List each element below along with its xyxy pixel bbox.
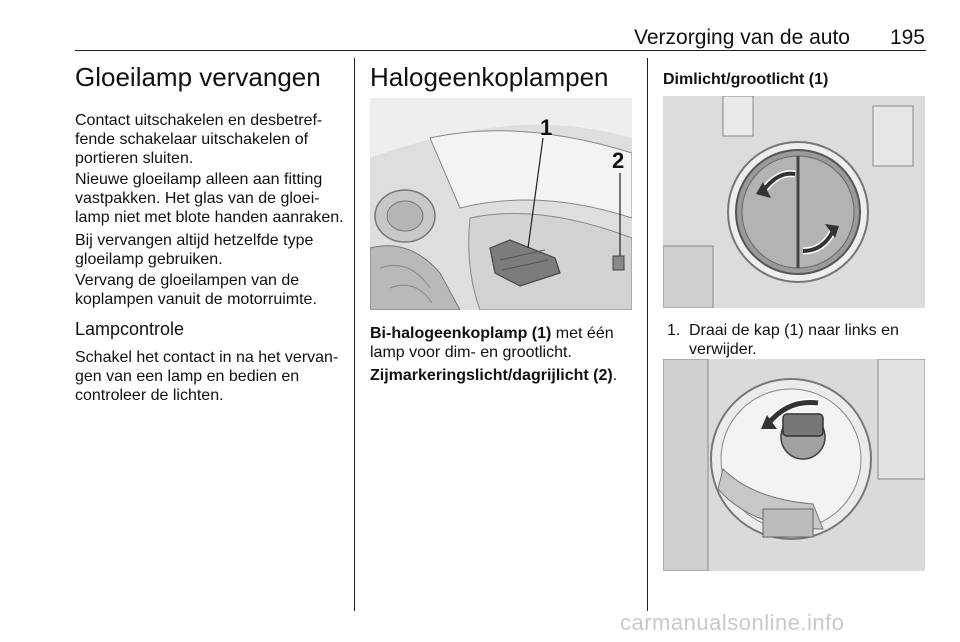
term-zijmarkeringslicht: Zijmarkeringslicht/dagrijlicht (2) [370,367,613,384]
step-number: 1. [667,322,681,339]
bulb-removal-drawing [663,359,925,571]
paragraph-zelfde-type: Bij vervangen altijd hetzelfde type gloeilamp gebruiken. [75,232,314,268]
section-heading-halogeenkoplampen: Halogeenkoplampen [370,62,609,92]
page-number: 195 [889,26,925,49]
bulb-removal-figure [663,359,925,571]
cap-removal-figure [663,96,925,308]
instruction-steps [663,321,928,359]
paragraph-bi-halogeen [370,324,640,362]
instruction-step [663,321,928,359]
headlamp-overview-figure [370,98,632,310]
running-header-title: Verzorging van de auto [634,26,850,49]
desc-zijmarkeringslicht: . [612,367,618,384]
figure-label-2: 2 [612,148,625,173]
paragraph-lampcontrole: Schakel het contact in na het vervan- gen van een lamp en bedien en controleer de lichten. [75,349,339,404]
header-rule [75,50,926,51]
paragraph-contact-uitschakelen: Contact uitschakelen en desbetref- fende schakelaar uitschakelen of portieren sluiten. [75,112,323,167]
headlamp-overview-drawing [370,98,632,310]
section-heading-gloeilamp-vervangen: Gloeilamp vervangen [75,62,321,92]
cap-removal-drawing [663,96,925,308]
paragraph-gloeilamp-vastpakken: Nieuwe gloeilamp alleen aan fitting vastpakken. Het glas van de gloei- lamp niet met blote handen aanraken. [75,171,344,226]
term-bi-halogeenkoplamp: Bi-halogeenkoplamp (1) [370,325,552,342]
subheading-dimlicht-grootlicht: Dimlicht/grootlicht (1) [663,71,829,88]
figure-label-1: 1 [540,115,553,140]
watermark: carmanualsonline.info [620,610,845,635]
desc-bi-halogeenkoplamp: met één lamp voor dim- en grootlicht. [370,325,614,361]
column-divider-1 [354,58,355,611]
paragraph-motorruimte: Vervang de gloeilampen van de koplampen vanuit de motorruimte. [75,272,317,308]
step-text: Draai de kap (1) naar links en verwijder. [689,322,899,358]
paragraph-zijmarkering [370,366,640,385]
subheading-lampcontrole: Lampcontrole [75,319,185,339]
column-divider-2 [647,58,648,611]
